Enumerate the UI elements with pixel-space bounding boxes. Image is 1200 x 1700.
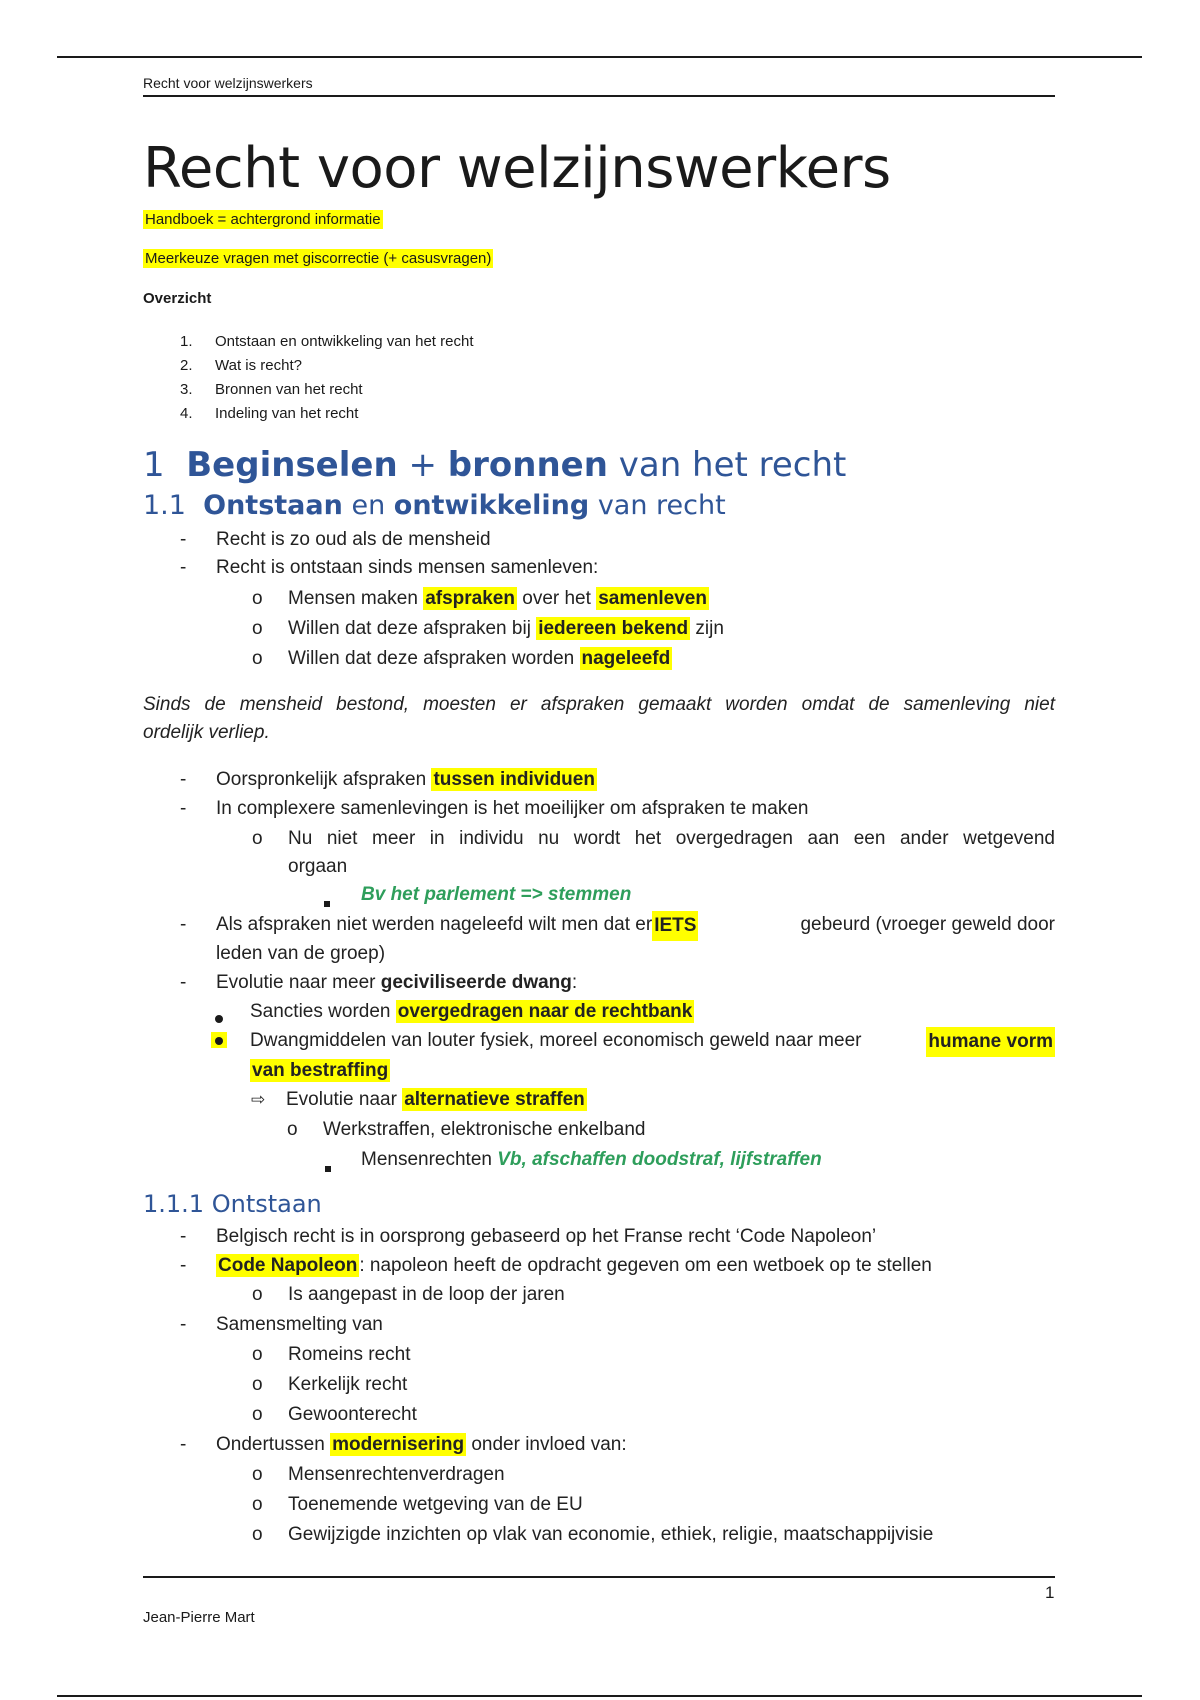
bullet-dot <box>215 1037 223 1045</box>
list-item: Willen dat deze afspraken bij iedereen bekend zijn <box>288 618 724 639</box>
example-text: Bv het parlement => stemmen <box>361 884 632 905</box>
list-item-continued: van bestraffing <box>252 1060 389 1081</box>
meta-exam-format: Meerkeuze vragen met giscorrectie (+ casusvragen) <box>145 250 492 267</box>
list-item: Willen dat deze afspraken worden nageleefd <box>288 648 671 669</box>
document-title: Recht voor welzijnswerkers <box>143 136 891 201</box>
bottom-border-line <box>57 1695 1142 1697</box>
list-item: Mensenrechten Vb, afschaffen doodstraf, lijfstraffen <box>361 1149 822 1170</box>
list-item: Als afspraken niet werden nageleefd wilt men dat er IETS gebeurd (vroeger geweld door <box>216 911 1055 941</box>
footer-rule <box>143 1576 1055 1578</box>
arrow-icon: ⇨ <box>251 1090 266 1109</box>
overview-title: Overzicht <box>143 290 212 307</box>
list-item-continued: orgaan <box>288 856 348 877</box>
list-item: In complexere samenlevingen is het moeilijker om afspraken te maken <box>216 798 809 819</box>
list-item: Nu niet meer in individu nu wordt het overgedragen aan een ander wetgevend <box>288 828 1055 849</box>
list-item: Recht is ontstaan sinds mensen samenleven: <box>216 557 599 578</box>
list-item: Evolutie naar alternatieve straffen <box>286 1089 585 1110</box>
header-rule <box>143 95 1055 97</box>
list-item: Mensenrechtenverdragen <box>288 1464 505 1485</box>
list-item: 2. Wat is recht? <box>180 357 302 374</box>
list-item: Sancties worden overgedragen naar de rechtbank <box>250 1001 693 1022</box>
square-bullet <box>324 901 330 907</box>
heading-1-1-1: 1.1.1 Ontstaan <box>143 1190 322 1218</box>
list-item: 3. Bronnen van het recht <box>180 381 363 398</box>
list-item: Gewoonterecht <box>288 1404 417 1425</box>
list-item: Is aangepast in de loop der jaren <box>288 1284 565 1305</box>
italic-note-line1: Sinds de mensheid bestond, moesten er afspraken gemaakt worden omdat de samenleving niet <box>143 694 1055 715</box>
list-item: 4. Indeling van het recht <box>180 405 359 422</box>
running-header: Recht voor welzijnswerkers <box>143 75 313 91</box>
list-item: Samensmelting van <box>216 1314 383 1335</box>
list-item: Belgisch recht is in oorsprong gebaseerd op het Franse recht ‘Code Napoleon’ <box>216 1226 877 1247</box>
square-bullet <box>325 1166 331 1172</box>
list-item: Werkstraffen, elektronische enkelband <box>323 1119 646 1140</box>
heading-1: 1 Beginselen + bronnen van het recht <box>143 445 847 485</box>
list-item: 1. Ontstaan en ontwikkeling van het recht <box>180 333 474 350</box>
overview-list <box>180 330 474 426</box>
list-item: Gewijzigde inzichten op vlak van economie, ethiek, religie, maatschappijvisie <box>288 1524 934 1545</box>
list-item: Oorspronkelijk afspraken tussen individuen <box>216 769 595 790</box>
list-item: Mensen maken afspraken over het samenleven <box>288 588 707 609</box>
list-item: Dwangmiddelen van louter fysiek, moreel economisch geweld naar meer humane vorm <box>250 1027 1055 1057</box>
list-item: Evolutie naar meer geciviliseerde dwang: <box>216 972 578 993</box>
meta-handbook: Handboek = achtergrond informatie <box>145 211 381 228</box>
list-item: Toenemende wetgeving van de EU <box>288 1494 583 1515</box>
top-border-line <box>57 56 1142 58</box>
page-number: 1 <box>1045 1583 1055 1602</box>
bullet-dot <box>215 1015 223 1023</box>
list-item-continued: leden van de groep) <box>216 943 386 964</box>
list-item: Ondertussen modernisering onder invloed van: <box>216 1434 627 1455</box>
footer-author: Jean-Pierre Mart <box>143 1609 255 1626</box>
italic-note-line2: ordelijk verliep. <box>143 722 270 743</box>
list-item: Code Napoleon : napoleon heeft de opdracht gegeven om een wetboek op te stellen <box>218 1255 932 1276</box>
list-item: Romeins recht <box>288 1344 411 1365</box>
list-item: Kerkelijk recht <box>288 1374 408 1395</box>
heading-1-1: 1.1 Ontstaan en ontwikkeling van recht <box>143 490 726 521</box>
list-item: Recht is zo oud als de mensheid <box>216 529 491 550</box>
